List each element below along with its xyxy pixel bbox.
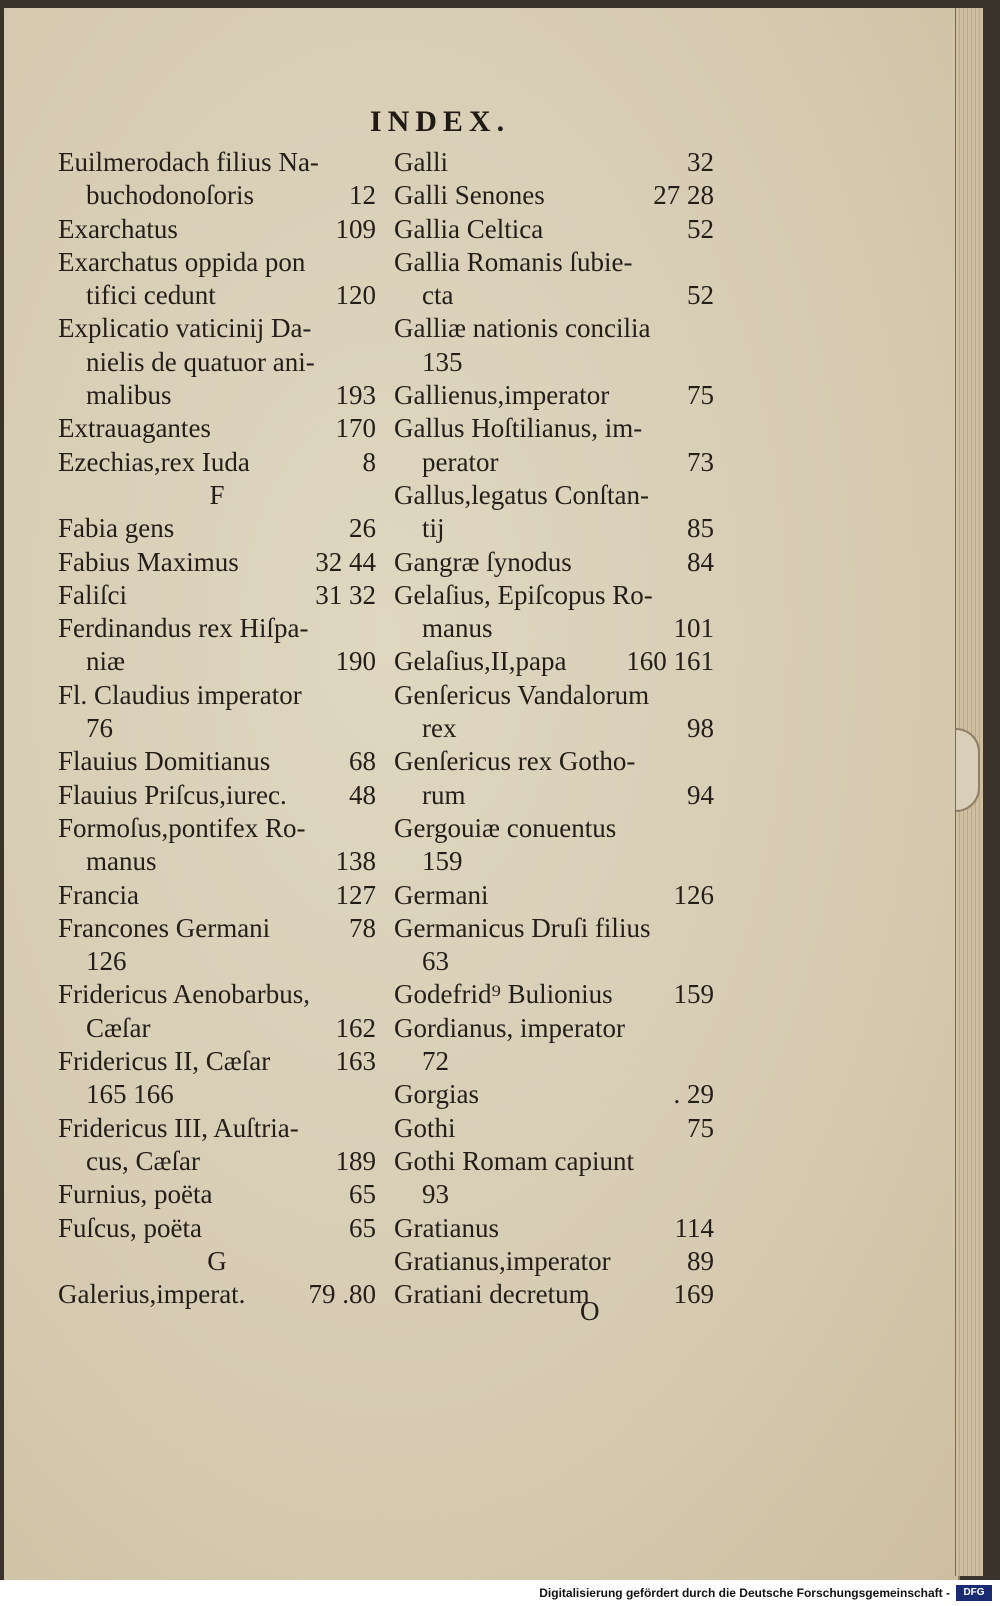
index-entry [394, 446, 714, 479]
index-entry-text: Fridericus Aenobarbus, [58, 979, 310, 1010]
index-entry [58, 612, 376, 645]
index-entry-text: Exarchatus [58, 213, 178, 244]
index-entry [58, 712, 376, 745]
index-entry [394, 312, 714, 345]
index-entry-text: Gangræ ſynodus [394, 546, 572, 577]
credit-text: Digitalisierung gefördert durch die Deutsche Forschungsgemeinschaft - [539, 1586, 950, 1600]
index-page-number: 193 [335, 380, 376, 411]
index-entry [58, 912, 376, 945]
index-entry-text: Furnius, poëta [58, 1179, 213, 1210]
index-entry [394, 679, 714, 712]
index-entry [58, 279, 376, 312]
index-entry [394, 146, 714, 179]
index-page-number: 52 [687, 213, 714, 244]
index-entry-text: Gallus Hoſtilianus, im- [394, 413, 643, 444]
index-entry-text: cus, Cæſar [86, 1145, 200, 1176]
index-page-number: 160 161 [626, 646, 714, 677]
index-entry-text: 63 [422, 946, 449, 977]
index-entry [394, 546, 714, 579]
index-page-number: 98 [687, 713, 714, 744]
index-entry [394, 346, 714, 379]
index-entry [58, 579, 376, 612]
index-entry-text: Flauius Priſcus,iurec. [58, 779, 287, 810]
index-page-number: 126 [673, 879, 714, 910]
index-entry-text: Fuſcus, poëta [58, 1212, 202, 1243]
index-entry-text: tij [422, 513, 445, 544]
index-entry [394, 579, 714, 612]
index-entry [58, 1145, 376, 1178]
index-entry [394, 745, 714, 778]
index-page-number: 85 [687, 513, 714, 544]
index-entry-text: Fl. Claudius imperator [58, 679, 302, 710]
index-page-number: 12 [349, 180, 376, 211]
page-title: INDEX. [369, 105, 511, 138]
index-entry [394, 779, 714, 812]
index-entry-text: Gratianus [394, 1212, 499, 1243]
index-page-number: 84 [687, 546, 714, 577]
index-entry-text: 126 [86, 946, 127, 977]
index-entry-text: Francones Germani [58, 912, 271, 943]
index-entry-text: buchodonoſoris [86, 180, 254, 211]
page-tab [956, 728, 980, 812]
index-entry-text: rum [422, 779, 466, 810]
index-page-number: 31 32 [315, 579, 376, 610]
index-entry [394, 1278, 714, 1311]
index-entry [58, 1112, 376, 1145]
index-entry [58, 845, 376, 878]
index-entry-text: Faliſci [58, 579, 127, 610]
index-entry-text: Gorgias [394, 1079, 479, 1110]
index-entry [394, 712, 714, 745]
index-page-number: 101 [673, 613, 714, 644]
index-entry [394, 845, 714, 878]
index-entry [394, 379, 714, 412]
index-page-number: 32 [687, 147, 714, 177]
index-page-number: 65 [349, 1179, 376, 1210]
index-entry-text: Extrauagantes [58, 413, 211, 444]
index-entry-text: manus [86, 846, 157, 877]
index-entry [58, 379, 376, 412]
index-page-number: 75 [687, 380, 714, 411]
index-page-number: 138 [335, 846, 376, 877]
index-entry-text: G [207, 1245, 227, 1276]
index-entry-text: Gallia Celtica [394, 213, 544, 244]
index-page-number: 163 [335, 1046, 376, 1077]
index-page-number: 190 [335, 646, 376, 677]
index-entry [58, 346, 376, 379]
index-entry [394, 1245, 714, 1278]
index-entry [394, 1178, 714, 1211]
index-entry [394, 645, 714, 678]
index-entry [58, 679, 376, 712]
index-entry [58, 978, 376, 1011]
index-entry [58, 446, 376, 479]
index-entry [58, 1012, 376, 1045]
index-page-number: . 29 [673, 1079, 714, 1110]
index-entry-text: 165 166 [86, 1079, 174, 1110]
index-page-number: 162 [335, 1012, 376, 1043]
index-page-number: 159 [673, 979, 714, 1010]
index-entry-text: Cæſar [86, 1012, 151, 1043]
index-entry-text: Genſericus Vandalorum [394, 679, 650, 710]
index-entry-text: Galli Senones [394, 180, 545, 211]
index-page-number: 48 [349, 779, 376, 810]
index-letter-heading [58, 479, 376, 512]
index-entry [58, 412, 376, 445]
index-entry [58, 1212, 376, 1245]
index-entry-text: malibus [86, 380, 172, 411]
index-entry-text: cta [422, 280, 454, 311]
index-entry [394, 1112, 714, 1145]
index-page-number: 114 [674, 1212, 714, 1243]
index-entry [394, 812, 714, 845]
index-entry [394, 1012, 714, 1045]
index-entry-text: niæ [86, 646, 126, 677]
index-entry-text: Flauius Domitianus [58, 746, 271, 777]
index-page-number: 32 44 [315, 546, 376, 577]
index-entry-text: Gothi Romam capiunt [394, 1145, 634, 1176]
index-entry-text: Formoſus,pontifex Ro- [58, 812, 306, 843]
index-page-number: 79 .80 [308, 1279, 376, 1310]
index-entry [394, 612, 714, 645]
index-page-number: 109 [335, 213, 376, 244]
index-column-right [394, 146, 714, 1311]
index-entry-text: Ferdinandus rex Hiſpa- [58, 613, 309, 644]
index-entry-text: Galliæ nationis concilia [394, 313, 651, 344]
index-entry [394, 1212, 714, 1245]
index-page-number: 8 [362, 446, 376, 477]
index-entry [394, 978, 714, 1011]
index-entry [58, 1178, 376, 1211]
index-entry [394, 412, 714, 445]
index-entry [58, 312, 376, 345]
index-entry-text: Fabius Maximus [58, 546, 239, 577]
index-page-number: 73 [687, 446, 714, 477]
index-page-number: 89 [687, 1245, 714, 1276]
index-page-number: 78 [349, 912, 376, 943]
index-entry-text: Genſericus rex Gotho- [394, 746, 636, 777]
catchword: O [580, 1296, 600, 1326]
index-page-number: 27 28 [653, 180, 714, 211]
index-entry-text: Fridericus III, Auſtria- [58, 1112, 299, 1143]
index-entry [394, 179, 714, 212]
index-entry-text: Gelaſius,II,papa [394, 646, 567, 677]
index-entry [58, 213, 376, 246]
index-entry [394, 246, 714, 279]
index-entry-text: 159 [422, 846, 463, 877]
index-page-number: 52 [687, 280, 714, 311]
index-entry-text: 76 [86, 713, 113, 744]
index-entry [394, 912, 714, 945]
index-entry-text: perator [422, 446, 499, 477]
index-entry-text: manus [422, 613, 493, 644]
index-entry-text: Galli [394, 147, 448, 177]
index-entry-text: Exarchatus oppida pon [58, 246, 306, 277]
index-entry [58, 779, 376, 812]
index-entry-text: 72 [422, 1046, 449, 1077]
index-entry [394, 879, 714, 912]
index-column-left [58, 146, 376, 1311]
index-entry [58, 1078, 376, 1111]
index-entry [394, 279, 714, 312]
index-entry [58, 512, 376, 545]
index-entry [58, 1045, 376, 1078]
digitization-credit [0, 1580, 1000, 1606]
index-entry-text: Fabia gens [58, 513, 175, 544]
index-entry-text: Gallia Romanis ſubie- [394, 246, 633, 277]
index-entry-text: tifici cedunt [86, 280, 216, 311]
index-entry [394, 945, 714, 978]
index-page-number: 94 [687, 779, 714, 810]
index-entry-text: Fridericus II, Cæſar [58, 1046, 271, 1077]
index-letter-heading [58, 1245, 376, 1278]
index-entry-text: Gallienus,imperator [394, 380, 610, 411]
index-entry-text: Gratianus,imperator [394, 1245, 611, 1276]
index-page-number: 170 [335, 413, 376, 444]
index-page-number: 26 [349, 513, 376, 544]
index-entry-text: Gergouiæ conuentus [394, 812, 617, 843]
index-entry-text: Gelaſius, Epiſcopus Ro- [394, 579, 653, 610]
index-entry [58, 546, 376, 579]
index-entry-text: Gratiani decretum [394, 1279, 590, 1310]
index-entry [58, 879, 376, 912]
index-entry-text: 93 [422, 1179, 449, 1210]
index-entry [58, 146, 376, 179]
index-page-number: 120 [335, 280, 376, 311]
index-entry [58, 179, 376, 212]
index-page-number: 189 [335, 1145, 376, 1176]
index-entry-text: Godefrid⁹ Bulionius [394, 979, 613, 1010]
index-entry [58, 645, 376, 678]
index-entry-text: Francia [58, 879, 139, 910]
index-entry-text: Gordianus, imperator [394, 1012, 625, 1043]
index-entry [394, 479, 714, 512]
index-entry-text: Ezechias,rex Iuda [58, 446, 250, 477]
index-entry [58, 812, 376, 845]
index-entry [394, 1078, 714, 1111]
index-entry [394, 1045, 714, 1078]
index-entry-text: Gothi [394, 1112, 456, 1143]
index-entry [58, 1278, 376, 1311]
index-entry [58, 945, 376, 978]
index-entry-text: 135 [422, 346, 463, 377]
index-entry-text: Galerius,imperat. [58, 1279, 246, 1310]
index-entry-text: rex [422, 713, 457, 744]
index-page-number: 68 [349, 746, 376, 777]
index-entry [58, 745, 376, 778]
index-page-number: 75 [687, 1112, 714, 1143]
index-entry-text: Gallus,legatus Conſtan- [394, 479, 649, 510]
index-entry-text: Explicatio vaticinij Da- [58, 313, 312, 344]
index-entry [58, 246, 376, 279]
index-entry-text: nielis de quatuor ani- [86, 346, 315, 377]
index-page-number: 169 [673, 1279, 714, 1310]
index-entry-text: Euilmerodach filius Na- [58, 147, 319, 177]
index-page-number: 65 [349, 1212, 376, 1243]
index-entry-text: Germani [394, 879, 489, 910]
index-entry-text: Germanicus Druſi filius [394, 912, 651, 943]
index-entry [394, 1145, 714, 1178]
index-entry [394, 213, 714, 246]
dfg-logo: DFG [956, 1585, 992, 1601]
index-entry [394, 512, 714, 545]
index-page-number: 127 [335, 879, 376, 910]
index-entry-text: F [209, 479, 225, 510]
